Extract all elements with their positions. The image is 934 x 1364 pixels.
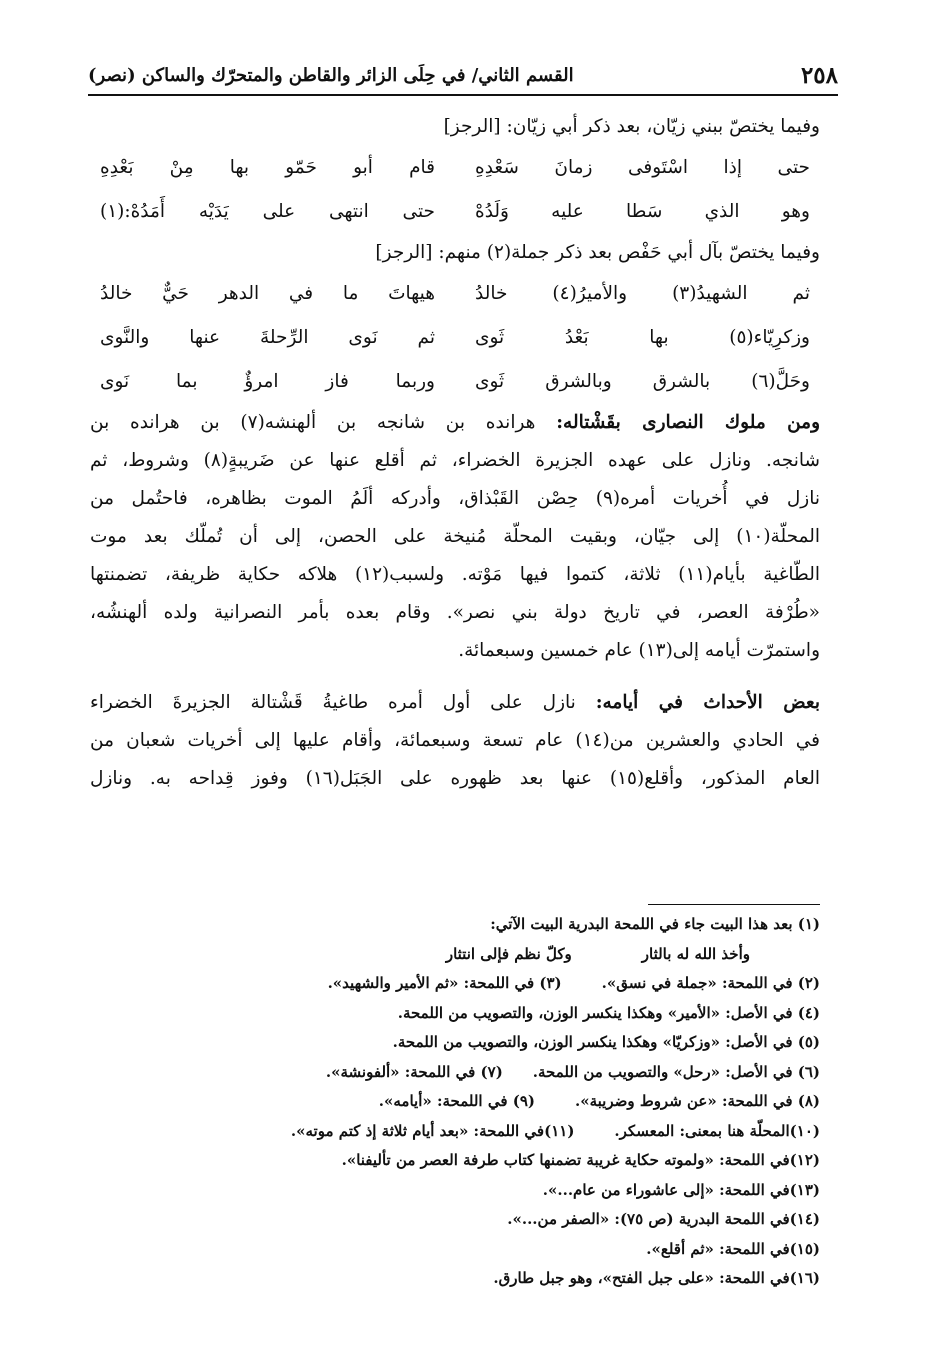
footnote: (١١)في اللمحة: «بعد أيام ثلاثة إذ كتم موته». — [290, 1121, 575, 1140]
verse-first-hemistich: ثم الشهيدُ(٣) والأميرُ(٤) خالدُ — [475, 283, 810, 304]
paragraph-text: هرانده بن شانجه بن ألهنشه(٧) بن هرانده بن — [90, 412, 557, 433]
running-title: القسم الثاني/ في حِلَى الزائر والقاطن والمتحرّك والساكن (نصر) — [88, 64, 574, 86]
paragraph-line: العام المذكور، وأقلع(١٥) عنها بعد ظهوره على الجَبَل(١٦) وفوز قِداحه به. ونازل — [90, 768, 820, 789]
footnote: (٦) في الأصل: «رحل» والتصويب من اللمحة. — [532, 1062, 820, 1081]
verse-line — [90, 360, 820, 404]
footnote: (١٢)في اللمحة: «ولموته حكاية غريبة تضمنها كتاب طرفة العصر من تأليفنا». — [341, 1151, 820, 1169]
paragraph-line — [90, 404, 820, 442]
footnote: (٣) في اللمحة: «ثم الأمير والشهيد». — [327, 974, 562, 992]
verse-line — [90, 146, 820, 190]
footnote: (٩) في اللمحة: «أيامه». — [378, 1092, 535, 1110]
footnote: (٨) في اللمحة: «عن شروط وضريبة». — [575, 1092, 820, 1110]
footnote: (١٦)في اللمحة: «على جبل الفتح»، وهو جبل طارق. — [493, 1269, 820, 1287]
verse-second-hemistich: هيهاتَ ما في الدهر حَيٌّ خالدُ — [100, 283, 435, 304]
verse-line — [90, 272, 820, 316]
intro-line: وفيما يختصّ ببني زيّان، بعد ذكر أبي زيّان: [الرجز] — [443, 116, 820, 137]
section-heading: بعض الأحداث في أيامه: — [595, 692, 820, 713]
verse-second-hemistich: حتى انتهى على يَدَيْه أَمَدُهْ:(١) — [100, 201, 435, 222]
footnote: (١) بعد هذا البيت جاء في اللمحة البدرية البيت الآتي: — [490, 915, 820, 933]
verse-second-hemistich: قام أبو حَمّو بها مِنْ بَعْدِهِ — [100, 157, 435, 178]
paragraph-line — [90, 684, 820, 722]
footnote: (٥) في الأصل: «وزكريّا» وهكذا ينكسر الوزن، والتصويب من اللمحة. — [392, 1033, 820, 1051]
paragraph-line: في الحادي والعشرين من(١٤) عام تسعة وسبعمائة، وأقام عليها إلى أخريات شعبان من — [90, 730, 820, 751]
intro-line: وفيما يختصّ بآل أبي حَفْص بعد ذكر جملة(٢) منهم: [الرجز] — [375, 242, 820, 263]
verse-line — [90, 316, 820, 360]
footnote: (٧) في اللمحة: «ألفونشة». — [325, 1062, 503, 1081]
footnote: (٢) في اللمحة: «جملة في نسق». — [601, 974, 820, 992]
verse-first-hemistich: وحَلَّ(٦) بالشرق وبالشرق ثَوى — [475, 371, 810, 392]
header-rule — [88, 94, 838, 96]
footnote-row — [90, 1117, 820, 1147]
footnote: (١٣)في اللمحة: «إلى عاشوراء من عام...». — [542, 1180, 820, 1199]
main-text — [90, 108, 820, 798]
footnote: (١٤)في اللمحة البدرية (ص ٧٥): «الصفر من...». — [507, 1210, 820, 1228]
footnote: (١٥)في اللمحة: «ثم أقلع». — [646, 1239, 820, 1258]
verse-second-hemistich: ثم نَوى الرِّحلةَ عنها والنَّوى — [100, 327, 435, 348]
paragraph-line: نازل في أُخريات أمره(٩) حِصْن القَبْذاق، وأدركه ألَمُ الموت بظاهره، فاحتُمل من — [90, 488, 820, 509]
footnote-row — [90, 1058, 820, 1088]
paragraph-line: الطّاغية بأيام(١١) ثلاثة، كتموا فيها مَوْته. ولسبب(١٢) هلاكه حكاية ظريفة، تضمنتها — [90, 564, 820, 585]
verse-first-hemistich: وزكرِيّاء(٥) بها بَعْدُ ثَوى — [475, 327, 810, 348]
paragraph-line: «طُرْفة العصر، في تاريخ دولة بني نصر». وقام بعده بأمر النصرانية ولده ألهنشُه، — [90, 602, 820, 623]
footnote-row — [90, 1087, 820, 1117]
paragraph-line: المحلّة(١٠) إلى جيّان، وبقيت المحلّة مُنيخة على الحصن، إلى أن تُملّك بعد موت — [90, 526, 820, 547]
paragraph-line: واستمرّت أيامه إلى(١٣) عام خمسين وسبعمائة. — [458, 640, 820, 661]
footnotes — [90, 910, 820, 1294]
paragraph-line: شانجه. ونازل على عهده الجزيرة الخضراء، ثم أقلع عنها عن ضَريبةٍ(٨) وشروط، ثم — [90, 450, 820, 471]
footnote-rule — [648, 904, 820, 905]
verse-line — [90, 190, 820, 234]
footnote-row — [90, 969, 820, 999]
footnote-verse-second: وكلّ نظم فإلى انتثار — [445, 944, 572, 963]
verse-first-hemistich: وهو الذي سَطا عليه وَلَدُهْ — [475, 201, 810, 222]
verse-first-hemistich: حتى إذا اسْتَوفى زمانَ سَعْدِهِ — [475, 157, 810, 178]
footnote: (٤) في الأصل: «الأمير» وهكذا ينكسر الوزن، والتصويب من اللمحة. — [397, 1003, 820, 1022]
page-header — [88, 58, 838, 92]
footnote: (١٠)المحلّة هنا بمعنى: المعسكر. — [614, 1121, 820, 1140]
footnote-verse-first: وأخذ الله له بالثار — [641, 944, 750, 963]
section-heading: ومن ملوك النصارى بقَشْتاله: — [556, 412, 820, 433]
footnote-verse — [90, 940, 820, 970]
paragraph-text: نازل على أول أمره طاغيةُ قَشْتالة الجزيرةَ الخضراء — [90, 692, 596, 713]
verse-second-hemistich: وربما فاز امرؤٌ بما نَوى — [100, 371, 435, 392]
page-number: ٢٥٨ — [800, 61, 838, 89]
